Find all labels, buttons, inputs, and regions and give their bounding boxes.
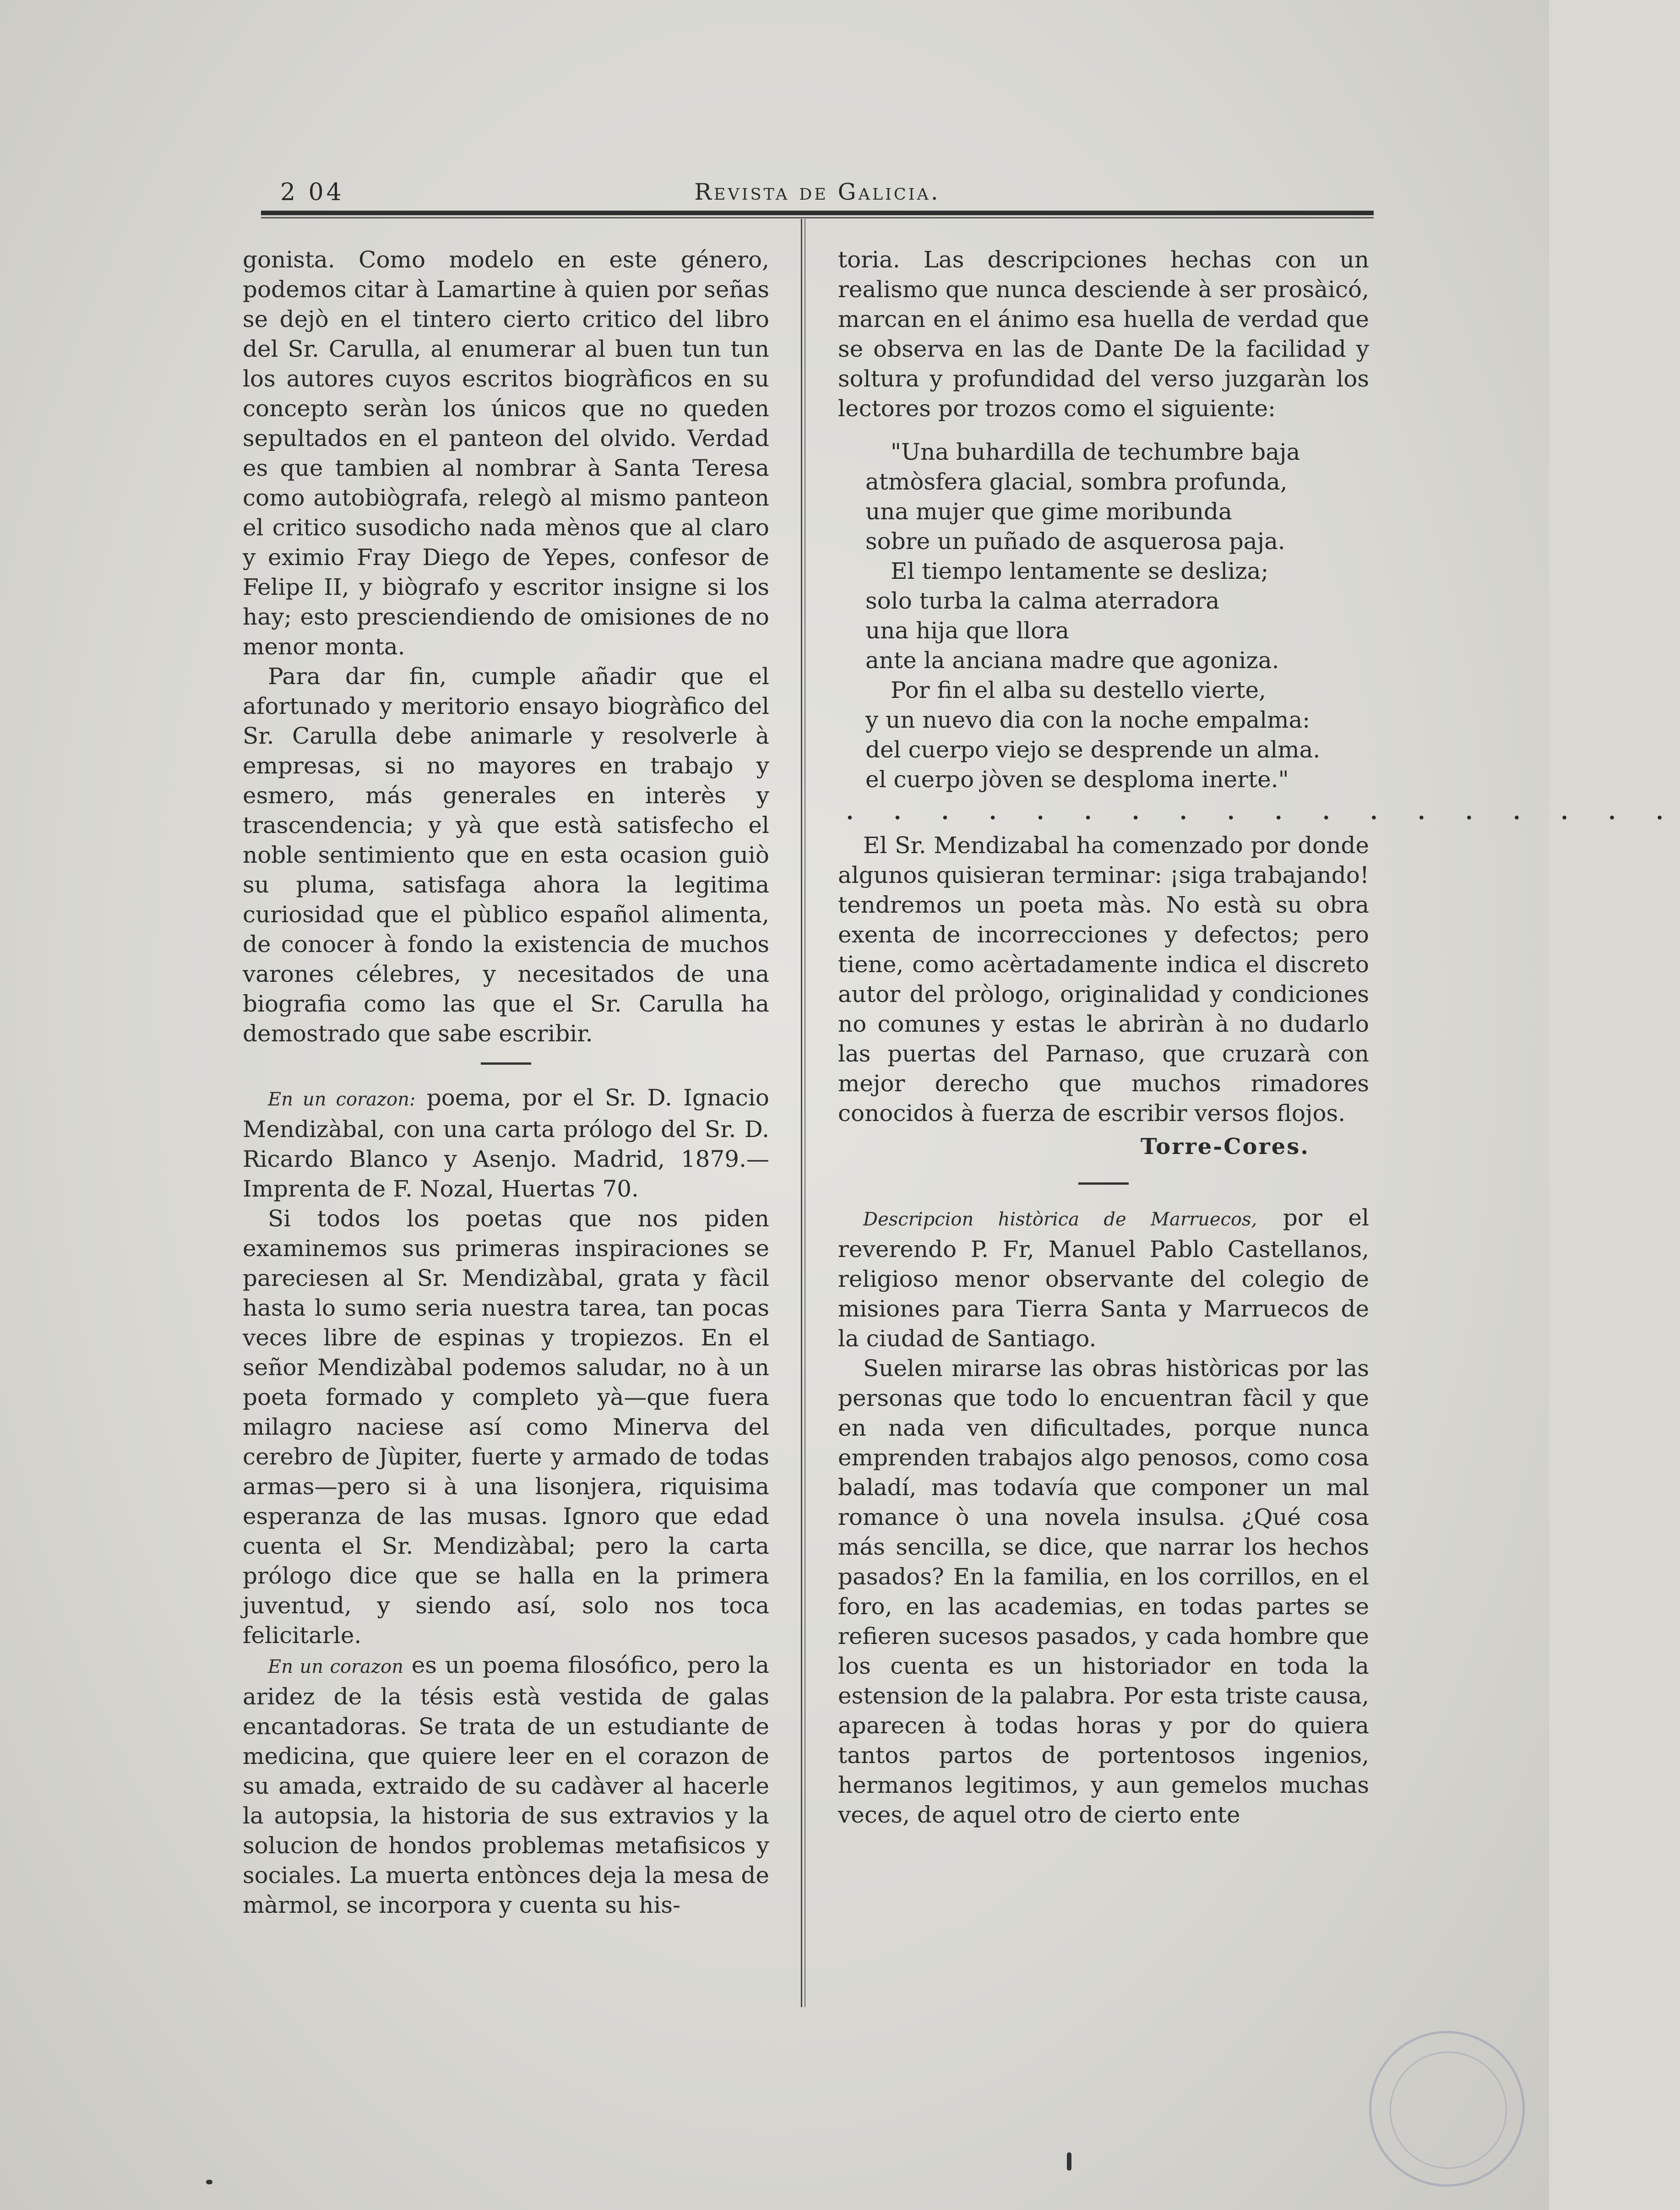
poem-line: El tiempo lentamente se desliza; (891, 558, 1269, 584)
poem-line: sobre un puñado de asquerosa paja. (865, 528, 1285, 555)
poem-line: "Una buhardilla de techumbre baja (891, 439, 1300, 465)
poem-line: Por fin el alba su destello vierte, (891, 677, 1266, 703)
review-citation: poema, por el Sr. D. Ignacio Mendizàbal, con una carta prólogo del Sr. D. Ricardo Blanco y Asenjo. Madrid, 1879.—Imprenta de F. Nozal, Huertas 70. (243, 1084, 769, 1202)
review-heading (243, 1083, 769, 1204)
page-header (261, 174, 1374, 211)
review-heading (838, 1203, 1369, 1354)
poem-line: el cuerpo jòven se desploma inerte." (865, 766, 1289, 793)
review-citation: por el reverendo P. Fr, Manuel Pablo Castellanos, religioso menor observante del colegio de misiones para Tierra Santa y Marruecos de la ciudad de Santiago. (838, 1204, 1369, 1352)
author-signature: Torre-Cores. (1140, 1134, 1310, 1159)
section-separator (1078, 1182, 1129, 1185)
review-title: Descripcion històrica de Marruecos, (863, 1209, 1257, 1230)
header-rule-thin (261, 217, 1374, 218)
poem-line: una mujer que gime moribunda (865, 498, 1232, 525)
poem-line: del cuerpo viejo se desprende un alma. (865, 736, 1321, 763)
poem-line: una hija que llora (865, 617, 1069, 644)
work-title: En un corazon (268, 1656, 403, 1677)
poem-line: atmòsfera glacial, sombra profunda, (865, 468, 1288, 495)
review-title: En un corazon: (268, 1089, 416, 1110)
poem-line: y un nuevo dia con la noche empalma: (865, 707, 1310, 733)
journal-title: Revista de Galicia. (694, 179, 941, 205)
ink-mark (206, 2180, 212, 2184)
poem (838, 437, 1369, 795)
paragraph-text: es un poema filosófico, pero la aridez de la tésis està vestida de galas encantadoras. Se trata de un estudiante de medicina, que quiere leer en el corazon de su amada, extraido de su cadàver al hacerle la autopsia, la historia de sus extravios y la solucion de hondos problemas metafisicos y sociales. La muerta entònces deja la mesa de màrmol, se incorpora y cuenta su his- (243, 1652, 769, 1918)
right-column (838, 245, 1680, 1830)
paragraph: El Sr. Mendizabal ha comenzado por donde algunos quisieran terminar: ¡siga trabajando! tendremos un poeta màs. No està su obra exenta de incorrecciones y defectos; pero tiene, como acèrtadamente indica el discreto autor del pròlogo, originalidad y condiciones no comunes y estas le abriràn à no dudarlo las puertas del Parnaso, que cruzarà con mejor derecho que muchos rimadores conocidos à fuerza de escribir versos flojos. (838, 832, 1369, 1127)
paragraph (243, 1650, 769, 1920)
left-column (243, 245, 769, 1920)
paragraph: Suelen mirarse las obras històricas por las personas que todo lo encuentran fàcil y que en nada ven dificultades, porque nunca emprenden trabajos algo penosos, como cosa baladí, mas todavía que componer un mal romance ò una novela insulsa. ¿Qué cosa más sencilla, se dice, que narrar los hechos pasados? En la familia, en los corrillos, en el foro, en las academias, en todas partes se refieren sucesos pasados, y cada hombre que los cuenta es un historiador en toda la estension de la palabra. Por esta triste causa, aparecen à todas horas y por do quiera tantos partos de portentosos ingenios, hermanos legitimos, y aun gemelos muchas veces, de aquel otro de cierto ente (838, 1355, 1369, 1828)
paragraph: toria. Las descripciones hechas con un realismo que nunca desciende à ser prosàicó, marcan en el ánimo esa huella de verdad que se observa en las de Dante De la facilidad y soltura y profundidad del verso juzgaràn los lectores por trozos como el siguiente: (838, 246, 1369, 422)
page-number: 2 04 (280, 179, 344, 206)
poem-line: ante la anciana madre que agoniza. (865, 647, 1279, 674)
paragraph: gonista. Como modelo en este género, podemos citar à Lamartine à quien por señas se dejò en el tintero cierto critico del libro del Sr. Carulla, al enumerar al buen tun tun los autores cuyos escritos biogràficos en su concepto seràn los únicos que no queden sepultados en el panteon del olvido. Verdad es que tambien al nombrar à Santa Teresa como autobiògrafa, relegò al mismo panteon el critico susodicho nada mènos que al claro y eximio Fray Diego de Yepes, confesor de Felipe II, y biògrafo y escritor insigne si los hay; esto presciendiendo de omisiones de no menor monta. (243, 246, 769, 660)
paragraph: Si todos los poetas que nos piden examinemos sus primeras inspiraciones se pareciesen al Sr. Mendizàbal, grata y fàcil hasta lo sumo seria nuestra tarea, tan pocas veces libre de espinas y tropiezos. En el señor Mendizàbal podemos saludar, no à un poeta formado y completo yà—que fuera milagro naciese así como Minerva del cerebro de Jùpiter, fuerte y armado de todas armas—pero si à una lisonjera, riquisima esperanza de las musas. Ignoro que edad cuenta el Sr. Mendizàbal; pero la carta prólogo dice que se halla en la primera juventud, y siendo así, solo nos toca felicitarle. (243, 1205, 769, 1649)
stamp-inner-ring (1390, 2052, 1507, 2169)
ellipsis-dots: . . . . . . . . . . . . . . . . . . (846, 800, 1680, 824)
section-separator (481, 1062, 531, 1065)
paragraph: Para dar fin, cumple añadir que el afortunado y meritorio ensayo biogràfico del Sr. Carulla debe animarle y resolverle à empresas, si no mayores en trabajo y esmero, más generales en interès y trascendencia; y yà que està satisfecho el noble sentimiento que en esta ocasion guiò su pluma, satisfaga ahora la legitima curiosidad que el pùblico español alimenta, de conocer à fondo la existencia de muchos varones célebres, y necesitados de una biografia como las que el Sr. Carulla ha demostrado que sabe escribir. (243, 663, 769, 1047)
header-rule (261, 211, 1374, 215)
column-divider (801, 219, 802, 2007)
library-stamp (1369, 2031, 1525, 2187)
ink-mark (1067, 2152, 1071, 2171)
poem-line: solo turba la calma aterradora (865, 588, 1220, 614)
